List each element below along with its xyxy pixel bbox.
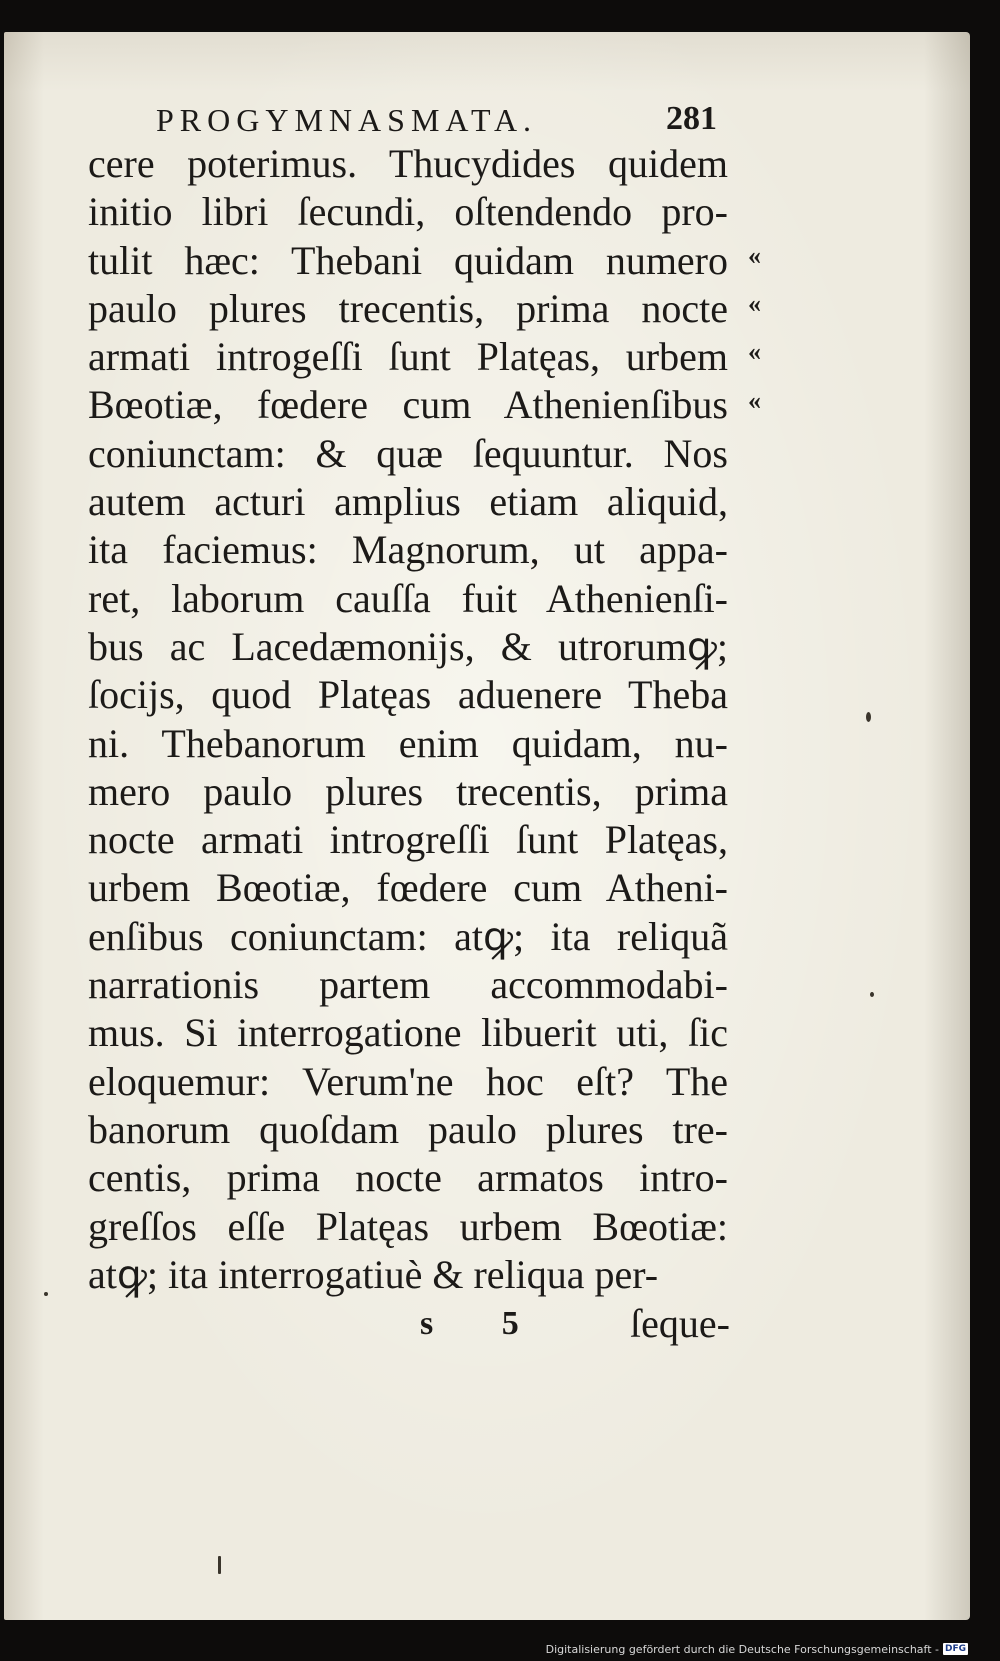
page-header — [88, 92, 748, 140]
text-line: ita faciemus: Magnorum, ut appa- — [88, 527, 728, 573]
signature-mark: s 5 — [420, 1305, 549, 1343]
text-line: paulo plures trecentis, prima nocte — [88, 285, 728, 331]
text-line: initio libri ſecundi, oſtendendo pro- — [88, 189, 728, 235]
text-block — [88, 92, 761, 1349]
text-line: autem acturi amplius etiam aliquid, — [88, 479, 728, 525]
text-line: mus. Si interrogatione libuerit uti, ſic — [88, 1010, 728, 1056]
text-line: ſociјs, quod Platęas aduenere Theba — [88, 672, 728, 718]
text-line: coniunctam: & quæ ſequuntur. Nos — [88, 430, 728, 476]
margin-quote-mark: « — [748, 240, 761, 270]
text-line: mero paulo plures trecentis, prima — [88, 768, 728, 814]
running-head: PROGYMNASMATA. — [156, 102, 538, 138]
text-line: cere poterimus. Thucydides quidem — [88, 141, 728, 186]
text-line: Bœotiæ, fœdere cum Athenienſibus — [88, 382, 728, 428]
text-line: armati introgeſſi ſunt Platęas, urbem — [88, 334, 728, 380]
paper-speck — [866, 712, 871, 722]
paper-speck — [870, 992, 874, 997]
paper-speck — [218, 1556, 221, 1574]
page-footer — [88, 1299, 748, 1349]
digitization-credit — [546, 1641, 968, 1657]
margin-quote-mark: « — [748, 385, 761, 415]
text-line: atꝙ; ita interrogatiuè & reliqua per- — [88, 1251, 659, 1297]
credit-text: Digitalisierung gefördert durch die Deutsche Forschungsgemeinschaft - — [545, 1642, 939, 1656]
text-line: nocte armati introgreſſi ſunt Platęas, — [88, 817, 728, 863]
text-line: tulit hæc: Thebani quidam numero — [88, 237, 728, 283]
dfg-logo: DFG — [944, 1644, 966, 1654]
text-line: greſſos eſſe Platęas urbem Bœotiæ: — [88, 1203, 728, 1249]
text-line: bus ac Lacedæmoniјs, & utrorumꝙ; — [88, 623, 728, 669]
text-line: urbem Bœotiæ, fœdere cum Atheni- — [88, 865, 728, 911]
paper-speck — [44, 1292, 48, 1296]
page-number: 281 — [666, 100, 717, 137]
text-line: ni. Thebanorum enim quidam, nu- — [88, 720, 728, 766]
text-line: centis, prima nocte armatos intro- — [88, 1155, 728, 1201]
text-line: banorum quoſdam paulo plures tre- — [88, 1106, 728, 1152]
margin-quote-mark: « — [748, 288, 761, 318]
margin-quote-mark: « — [748, 337, 761, 367]
text-line: eloquemur: Verum'ne hoc eſt? The — [88, 1058, 728, 1104]
catchword: ſeque- — [630, 1301, 730, 1347]
text-line: narrationis partem accommodabi- — [88, 962, 728, 1008]
text-line: ret, laborum cauſſa fuit Athenienſi- — [88, 575, 728, 621]
text-line: enſibus coniunctam: atꝙ; ita reliquã — [88, 913, 728, 959]
body-text — [88, 140, 761, 1299]
